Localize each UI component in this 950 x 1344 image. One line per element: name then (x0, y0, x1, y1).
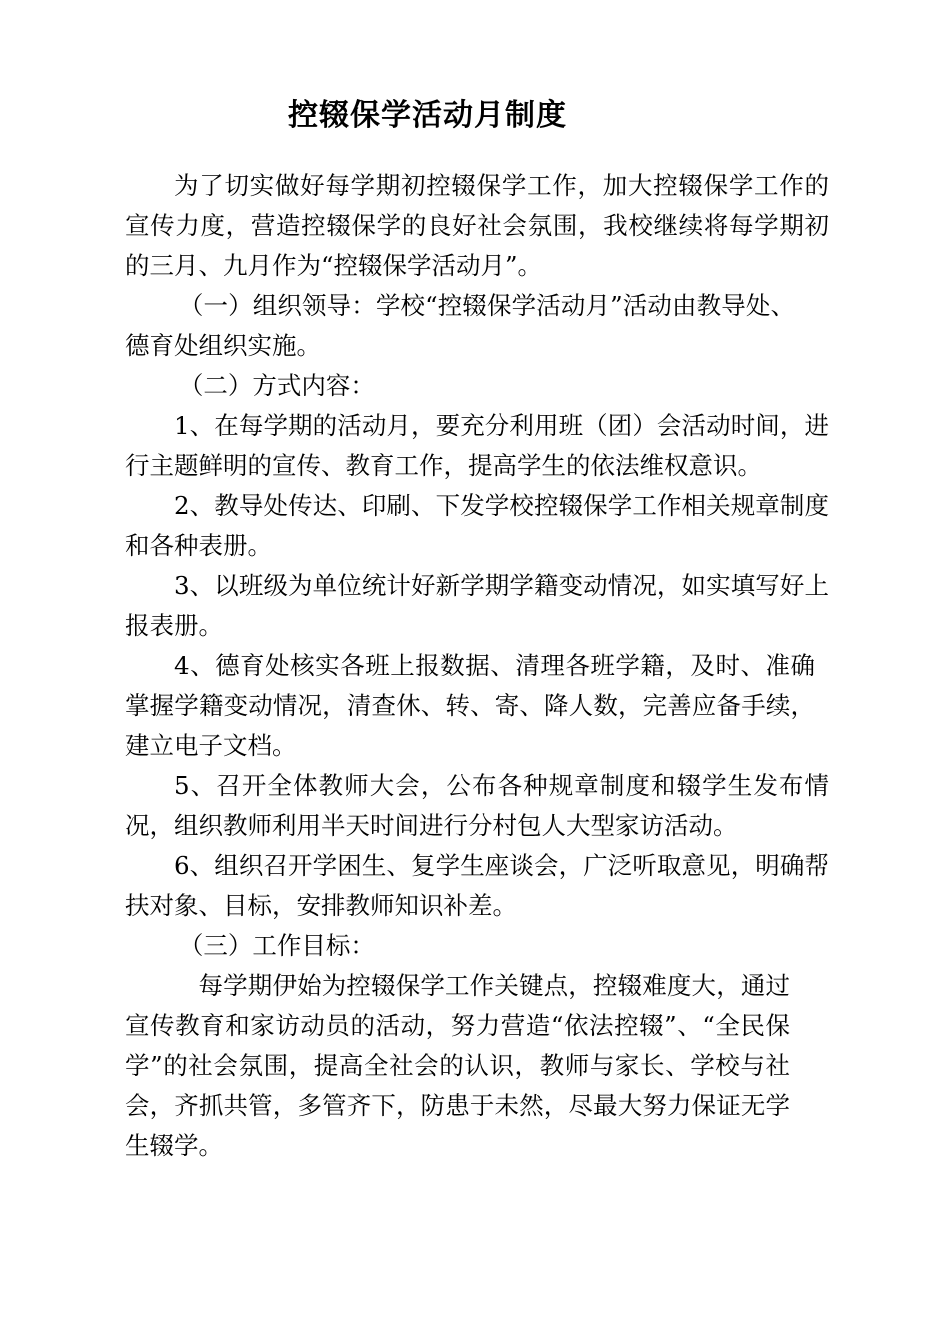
document-title: 控辍保学活动月制度 (288, 98, 567, 133)
document-body (125, 166, 829, 1166)
method-item-3: 3、以班级为单位统计好新学期学籍变动情况，如实填写好上报表册。 (125, 571, 829, 640)
intro-paragraph: 为了切实做好每学期初控辍保学工作，加大控辍保学工作的宣传力度，营造控辍保学的良好社会氛围，我校继续将每学期初的三月、九月作为“控辍保学活动月”。 (125, 171, 829, 280)
section-goals-heading: （三）工作目标： (178, 931, 375, 960)
method-item-1: 1、在每学期的活动月，要充分利用班（团）会活动时间，进行主题鲜明的宣传、教育工作，提高学生的依法维权意识。 (125, 411, 829, 480)
section-organization: （一）组织领导：学校“控辍保学活动月”活动由教导处、德育处组织实施。 (125, 291, 795, 360)
method-item-6: 6、组织召开学困生、复学生座谈会，广泛听取意见，明确帮扶对象、目标，安排教师知识补差。 (125, 851, 829, 920)
section-methods-heading: （二）方式内容： (178, 371, 375, 400)
goals-paragraph: 每学期伊始为控辍保学工作关键点，控辍难度大，通过宣传教育和家访动员的活动，努力营造“依法控辍”、“全民保学”的社会氛围，提高全社会的认识，教师与家长、学校与社会，齐抓共管，多管齐下，防患于未然，尽最大努力保证无学生辍学。 (125, 971, 790, 1160)
method-item-2: 2、教导处传达、印刷、下发学校控辍保学工作相关规章制度和各种表册。 (125, 491, 829, 560)
method-item-4: 4、德育处核实各班上报数据、清理各班学籍，及时、准确掌握学籍变动情况，清查休、转、寄、降人数，完善应备手续，建立电子文档。 (125, 651, 815, 760)
method-item-5: 5、召开全体教师大会，公布各种规章制度和辍学生发布情况，组织教师利用半天时间进行分村包人大型家访活动。 (125, 771, 829, 840)
